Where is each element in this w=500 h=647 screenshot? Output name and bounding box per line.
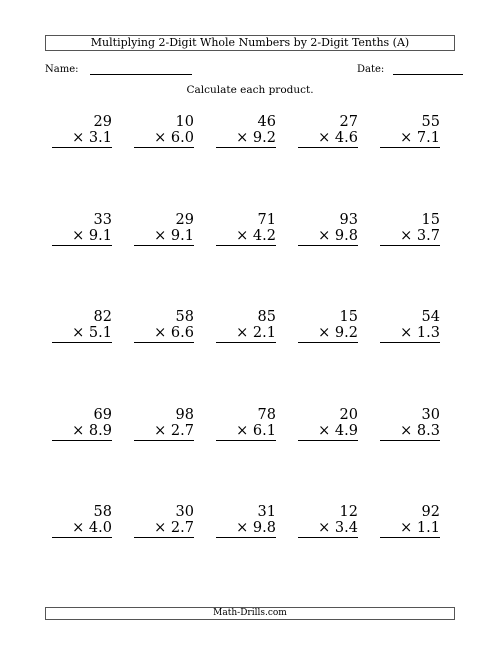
date-label: Date: xyxy=(357,64,385,75)
problem-multiplicand: 31 xyxy=(257,504,276,520)
problem-4-1 xyxy=(52,407,112,441)
problem-multiplier: × 5.1 xyxy=(52,325,112,343)
instructions: Calculate each product. xyxy=(186,84,314,96)
problem-multiplier: × 6.0 xyxy=(134,130,194,148)
problem-multiplier: × 3.7 xyxy=(380,228,440,246)
problem-multiplicand: 78 xyxy=(257,406,276,423)
problem-multiplier: × 7.1 xyxy=(380,130,440,148)
problem-2-1 xyxy=(52,212,112,246)
problem-multiplicand: 10 xyxy=(175,114,194,130)
problem-5-4 xyxy=(298,504,358,538)
problem-multiplicand: 71 xyxy=(257,211,276,228)
problem-5-3 xyxy=(216,504,276,538)
problem-multiplicand: 12 xyxy=(339,504,358,520)
name-blank-line[interactable] xyxy=(90,64,192,75)
problem-multiplicand: 15 xyxy=(421,211,440,228)
problem-multiplicand: 82 xyxy=(93,309,112,325)
problem-multiplier: × 6.6 xyxy=(134,325,194,343)
problem-grid xyxy=(52,114,472,544)
problem-4-4 xyxy=(298,407,358,441)
problem-3-5 xyxy=(380,309,440,343)
problem-multiplicand: 46 xyxy=(257,114,276,130)
problem-4-3 xyxy=(216,407,276,441)
problem-2-2 xyxy=(134,212,194,246)
problem-multiplier: × 1.3 xyxy=(380,325,440,343)
problem-1-3 xyxy=(216,114,276,148)
problem-2-4 xyxy=(298,212,358,246)
problem-1-4 xyxy=(298,114,358,148)
problem-multiplier: × 8.3 xyxy=(380,423,440,441)
problem-1-2 xyxy=(134,114,194,148)
problem-multiplicand: 15 xyxy=(339,309,358,325)
problem-4-5 xyxy=(380,407,440,441)
date-blank-line[interactable] xyxy=(393,64,463,75)
problem-3-4 xyxy=(298,309,358,343)
problem-multiplier: × 9.2 xyxy=(298,325,358,343)
name-field[interactable] xyxy=(45,64,192,75)
problem-multiplier: × 1.1 xyxy=(380,520,440,538)
problem-multiplier: × 3.1 xyxy=(52,130,112,148)
problem-multiplicand: 27 xyxy=(339,114,358,130)
problem-multiplicand: 69 xyxy=(93,406,112,423)
problem-multiplier: × 3.4 xyxy=(298,520,358,538)
problem-multiplicand: 85 xyxy=(257,309,276,325)
problem-multiplicand: 55 xyxy=(421,114,440,130)
problem-multiplicand: 29 xyxy=(175,211,194,228)
problem-5-2 xyxy=(134,504,194,538)
problem-multiplier: × 2.7 xyxy=(134,520,194,538)
problem-1-1 xyxy=(52,114,112,148)
problem-3-3 xyxy=(216,309,276,343)
footer: Math-Drills.com xyxy=(45,607,455,620)
date-field[interactable] xyxy=(357,64,463,75)
problem-multiplicand: 20 xyxy=(339,406,358,423)
problem-multiplier: × 8.9 xyxy=(52,423,112,441)
problem-multiplicand: 54 xyxy=(421,309,440,325)
worksheet-title: Multiplying 2-Digit Whole Numbers by 2-Digit Tenths (A) xyxy=(45,35,455,51)
problem-multiplier: × 4.9 xyxy=(298,423,358,441)
problem-multiplicand: 29 xyxy=(93,114,112,130)
problem-multiplicand: 93 xyxy=(339,211,358,228)
problem-2-3 xyxy=(216,212,276,246)
problem-multiplier: × 9.8 xyxy=(216,520,276,538)
problem-multiplier: × 6.1 xyxy=(216,423,276,441)
problem-multiplier: × 4.6 xyxy=(298,130,358,148)
problem-multiplicand: 33 xyxy=(93,211,112,228)
problem-4-2 xyxy=(134,407,194,441)
problem-3-1 xyxy=(52,309,112,343)
problem-2-5 xyxy=(380,212,440,246)
problem-1-5 xyxy=(380,114,440,148)
problem-3-2 xyxy=(134,309,194,343)
problem-multiplicand: 30 xyxy=(175,504,194,520)
problem-multiplier: × 2.1 xyxy=(216,325,276,343)
problem-5-1 xyxy=(52,504,112,538)
problem-multiplier: × 9.1 xyxy=(52,228,112,246)
problem-multiplicand: 58 xyxy=(93,504,112,520)
problem-multiplicand: 30 xyxy=(421,406,440,423)
name-label: Name: xyxy=(45,64,79,75)
problem-multiplicand: 98 xyxy=(175,406,194,423)
problem-multiplier: × 9.8 xyxy=(298,228,358,246)
problem-multiplicand: 92 xyxy=(421,504,440,520)
problem-multiplier: × 4.2 xyxy=(216,228,276,246)
problem-multiplier: × 4.0 xyxy=(52,520,112,538)
problem-multiplier: × 2.7 xyxy=(134,423,194,441)
problem-5-5 xyxy=(380,504,440,538)
problem-multiplicand: 58 xyxy=(175,309,194,325)
problem-multiplier: × 9.2 xyxy=(216,130,276,148)
problem-multiplier: × 9.1 xyxy=(134,228,194,246)
